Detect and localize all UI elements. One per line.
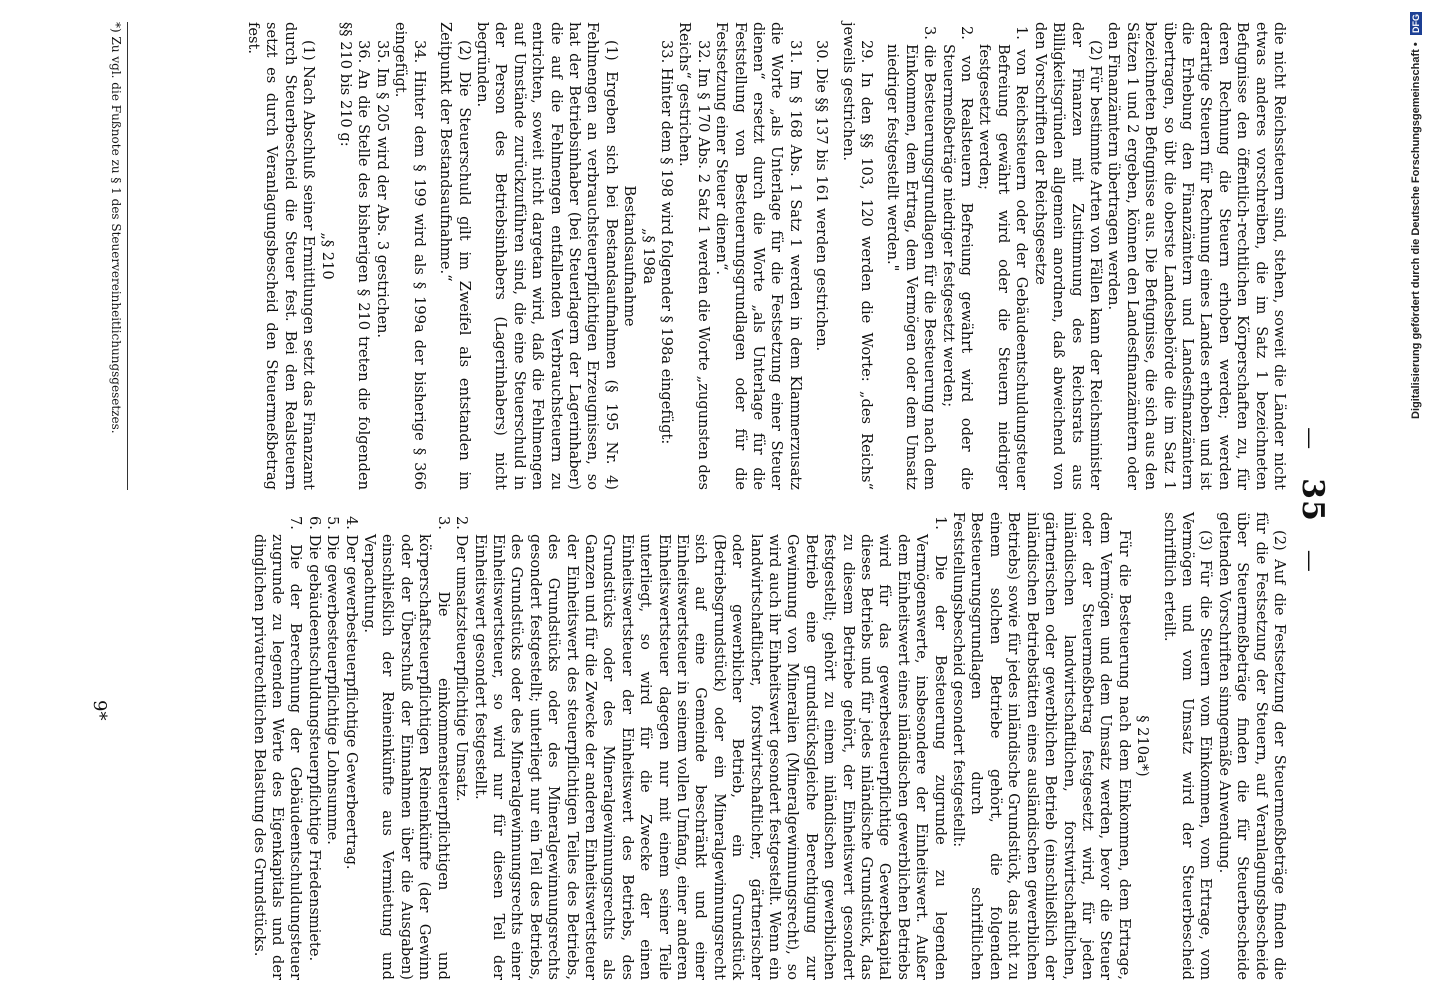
header-dash-right: — <box>1297 549 1322 573</box>
header-dash-left: — <box>1297 427 1322 451</box>
list-item: 1. von Reichssteuern oder der Gebäudeentschuldungsteuer Befreiung gewährt wird oder die Steuern niedriger festgesetzt werden; <box>976 26 1031 490</box>
digitization-label: Digitalisierung gefördert durch die Deutsche Forschungsgemeinschaft • <box>1410 42 1422 419</box>
amendment-item: 29. In den §§ 103, 120 werden die Worte: „des Reichs“ jeweils gestrichen. <box>839 22 876 490</box>
paragraph: (3) Für die Steuern vom Einkommen, vom Ertrage, vom Vermögen und vom Umsatz wird der Steuerbescheid schriftlich erteilt. <box>1160 512 1215 980</box>
dfg-logo-icon: DFG <box>1411 14 1421 33</box>
paragraph: (2) Die Steuerschuld gilt im Zweifel als entstanden im Zeitpunkt der Bestandsaufnahme.“ <box>437 22 473 490</box>
paragraph: (2) Für bestimmte Arten von Fällen kann der Reichsminister der Finanzen mit Zustimmung des Reichsrats aus Billigkeitsgründen allgemein anordnen, daß abweichend von den Vorschriften der Reichsgesetze <box>1031 22 1104 490</box>
amendment-item: 34. Hinter dem § 199 wird als § 199a der bisherige § 366 eingefügt. <box>392 22 428 490</box>
paragraph: (2) Auf die Festsetzung der Steuermeßbeträge finden die für die Festsetzung der Steuern, auf Veranlagungsbescheide über Steuermeßbeträge finden die für Steuerbescheide geltenden Vorschriften sinngemäße Anwendung. <box>1215 512 1288 980</box>
amendment-item: 35. Im § 205 wird der Abs. 3 gestrichen. <box>373 40 391 339</box>
paragraph: (1) Ergeben sich bei Bestandsaufnahmen (§ 195 Nr. 4) Fehlmengen an verbrauchsteuerpflichtigen Erzeugnissen, so hat der Betriebsinhaber (bei Steuerlagern der Lagerinhaber) die auf die Fehlmengen entfallenden Verbrauchsteuern zu entrichten, soweit nicht dargetan wird, daß die Fehlmengen auf Umstände zurückzuführen sind, die eine Steuerschuld in der Person des Betriebsinhabers (Lagerinhabers) nicht begründen. <box>473 22 620 490</box>
page-mark: 9* <box>89 700 110 721</box>
left-column <box>244 22 1288 490</box>
right-column <box>249 512 1288 980</box>
section-heading: § 210a*) <box>1134 715 1152 777</box>
section-heading: „§ 198a <box>639 227 657 285</box>
paragraph: die nicht Reichssteuern sind, stehen, soweit die Länder nicht etwas anderes vorschreiben, die im Satz 1 bezeichneten Befugnisse den öffentlich-rechtlichen Körperschaften zu, für deren Rechnung die Steuern erhoben werden; werden derartige Steuern für Rechnung eines Landes erhoben und ist die Erhebung den Finanzämtern und Landesfinanzämtern übertragen, so übt die oberste Landesbehörde die im Satz 1 bezeichneten Befugnisse aus. Die Befugnisse, die sich aus den Sätzen 1 und 2 ergeben, können den Landesfinanzämtern oder den Finanzämtern übertragen werden. <box>1105 22 1288 490</box>
page-header <box>1295 0 1330 1000</box>
list-item: 6. Die gebäudeentschuldungsteuerpflichtige Friedensmiete. <box>305 516 323 962</box>
page-number: 35 <box>1295 478 1330 522</box>
section-heading: „§ 210 <box>318 232 336 280</box>
list-item: 7. Die der Berechnung der Gebäudeentschuldungsteuer zugrunde zu legenden Werte des Eigenkapitals und der dinglichen privatrechtlichen Belastung des Grundstücks. <box>250 516 305 980</box>
list-item: 4. Der gewerbesteuerpflichtige Gewerbeertrag. <box>342 516 360 870</box>
list-item: 3. die Besteuerungsgrundlagen für die Besteuerung nach dem Einkommen, dem Ertrag, dem Vermögen oder dem Umsatz niedriger festgestellt werden." <box>884 26 939 490</box>
amendment-item: 36. An die Stelle des bisherigen § 210 treten die folgenden §§ 210 bis 210 g: <box>337 22 373 490</box>
list-item: 2. Der umsatzsteuerpflichtige Umsatz. <box>453 516 471 802</box>
digitization-sidebar <box>1404 0 1434 1000</box>
list-item: 1. Die der Besteuerung zugrunde zu legenden Vermögenswerte, insbesondere der Einheitswert. Außer dem Einheitswert eines inländischen gewerblichen Betriebs wird für das gewerbesteuerpflichtige Gewerbekapital dieses Betriebs und für jedes inländische Grundstück, das zu diesem Betriebe gehört, der Einheitswert gesondert festgestellt; gehört zu einem inländischen gewerblichen Betrieb eine grundstücksgleiche Berechtigung zur Gewinnung von Mineralien (Mineralgewinnungsrecht), so wird auch ihr Einheitswert gesondert festgestellt. Wenn ein landwirtschaftlicher, forstwirtschaftlicher, gärtnerischer oder gewerblicher Betrieb, ein Grundstück (Betriebsgrundstück) oder ein Mineralgewinnungsrecht sich auf eine Gemeinde beschränkt und einer Einheitswertsteuer in seinem vollen Umfang, einer anderen Einheitswertsteuer dagegen nur mit einem seiner Teile unterliegt, so wird für die Zwecke der einen Einheitswertsteuer der Einheitswert des Betriebs, des Grundstücks oder des Mineralgewinnungsrechts als Ganzen und für die Zwecke der anderen Einheitswertsteuer der Einheitswert des steuerpflichtigen Teiles des Betriebs, des Grundstücks oder des Mineralgewinnungsrechts gesondert festgestellt; unterliegt nur ein Teil des Betriebs, des Grundstücks oder des Mineralgewinnungsrechts einer Einheitswertsteuer, so wird nur für diesen Teil der Einheitswert gesondert festgestellt. <box>471 516 949 980</box>
amendment-item: 32. Im § 170 Abs. 2 Satz 1 werden die Worte „zugunsten des Reichs“ gestrichen. <box>676 22 712 490</box>
list-item: 5. Die gewerbesteuerpflichtige Lohnsumme. <box>324 516 342 845</box>
section-title: Bestandsaufnahme <box>621 185 639 327</box>
digitization-credit <box>1410 12 1422 992</box>
footnote: *) Zu vgl. die Fußnote zu § 1 des Steuervereinheitlichungsgesetzes. <box>109 22 128 490</box>
amendment-item: 30. Die §§ 137 bis 161 werden gestrichen. <box>813 40 831 352</box>
list-item: 2. von Realsteuern Befreiung gewährt wird oder die Steuermeßbeträge niedriger festgesetzt werden; <box>939 26 976 490</box>
amendment-item: 33. Hinter dem § 198 wird folgender § 198a eingefügt: <box>658 40 675 445</box>
list-item: 3. Die einkommensteuerpflichtigen und körperschaftsteuerpflichtigen Reineinkünfte (der Gewinn oder der Überschuß der Einnahmen über die Ausgaben) einschließlich der Reineinkünfte aus Vermietung und Verpachtung. <box>361 516 452 980</box>
paragraph: (1) Nach Abschluß seiner Ermittlungen setzt das Finanzamt durch Steuerbescheid die Steuer fest. Bei den Realsteuern setzt es durch Veranlagungsbescheid den Steuermeßbetrag fest. <box>245 22 318 490</box>
amendment-item: 31. Im § 168 Abs. 1 Satz 1 werden in dem Klammerzusatz die Worte „als Unterlage für die Festsetzung einer Steuer dienen“ ersetzt durch die Worte „als Unterlage für die Feststellung von Besteuerungsgrundlagen oder für die Festsetzung einer Steuer dienen“. <box>713 22 804 490</box>
paragraph: Für die Besteuerung nach dem Einkommen, dem Ertrage, dem Vermögen und dem Umsatz werden, bevor die Steuer oder der Steuermeßbetrag festgesetzt wird, für jeden inländischen landwirtschaftlichen, forstwirtschaftlichen, gärtnerischen oder gewerblichen Betrieb (einschließlich der inländischen Betriebstätten eines ausländischen gewerblichen Betriebs) sowie für jedes inländische Grundstück, das nicht zu einem solchen Betriebe gehört, die folgenden Besteuerungsgrundlagen durch schriftlichen Feststellungsbescheid gesondert festgestellt: <box>950 512 1133 980</box>
